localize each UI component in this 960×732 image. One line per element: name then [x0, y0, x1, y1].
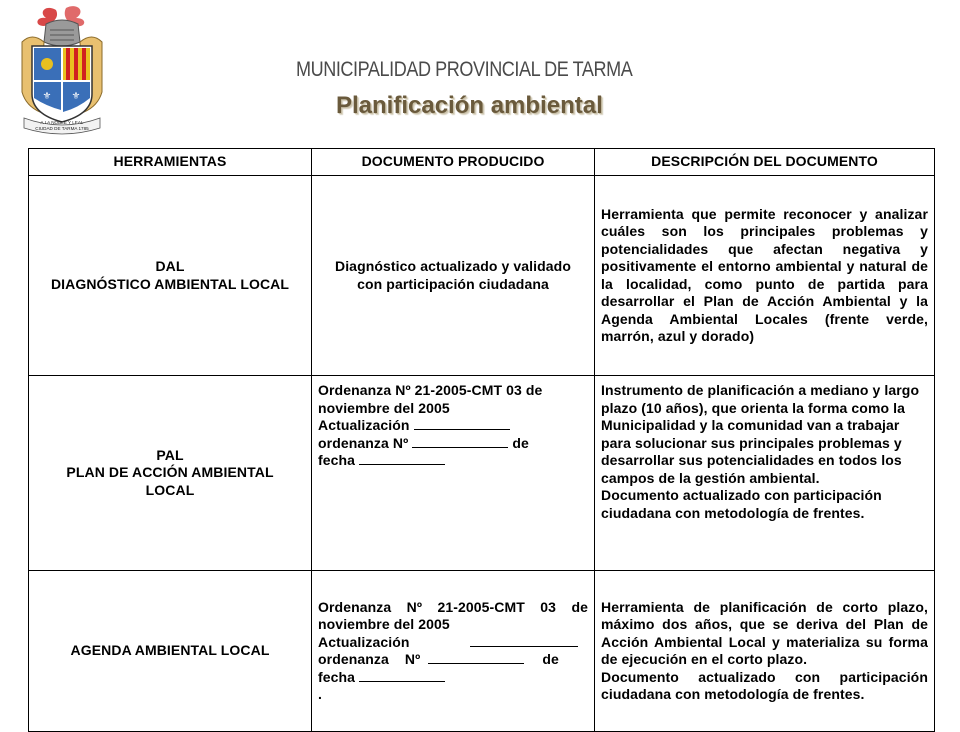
date-label: fecha: [318, 668, 356, 685]
tool-name: AGENDA AMBIENTAL LOCAL: [70, 642, 270, 659]
document-cell: [312, 571, 595, 732]
blank-field: [428, 651, 524, 664]
table-row: [29, 571, 935, 732]
table-row: [29, 376, 935, 571]
update-label: Actualización: [318, 633, 410, 650]
page-title: Planificación ambiental: [336, 92, 603, 119]
organization-name: MUNICIPALIDAD PROVINCIAL DE TARMA: [296, 58, 633, 81]
tool-abbreviation: PAL: [156, 446, 184, 463]
description-note: Documento actualizado con participación ciudadana con metodología de frentes.: [601, 487, 882, 521]
blank-field: [412, 435, 508, 448]
document-cell: [312, 376, 595, 571]
column-header-tools: HERRAMIENTAS: [29, 149, 312, 176]
date-label: fecha: [318, 452, 356, 468]
environmental-planning-table: [28, 148, 935, 732]
de-label: de: [542, 651, 559, 667]
tool-name: PLAN DE ACCIÓN AMBIENTAL LOCAL: [66, 464, 274, 498]
tool-cell: [29, 376, 312, 571]
municipal-crest-logo: [16, 2, 108, 138]
svg-text:A LA NOBLE Y LEAL: A LA NOBLE Y LEAL: [40, 120, 84, 125]
description-note: Documento actualizado con participación ciudadana con metodología de frentes.: [601, 668, 928, 702]
ordinance-label: ordenanza Nº: [318, 434, 409, 451]
ordinance-text: Ordenanza Nº 21-2005-CMT 03 de noviembre del 2005: [318, 382, 543, 416]
svg-text:⚜: ⚜: [42, 91, 52, 102]
svg-text:⚜: ⚜: [71, 91, 81, 102]
tool-abbreviation: DAL: [155, 258, 185, 274]
description-cell: Herramienta que permite reconocer y analizar cuáles son los principales problemas y potencialidades que afectan negativa y positivamente el entorno ambiental y natural de la localidad, como punto de partida para desarrollar el Plan de Acción Ambiental y la Agenda Ambiental Locales (frente verde, marrón, azul y dorado): [595, 176, 935, 376]
svg-text:CIUDAD DE TARMA 1785: CIUDAD DE TARMA 1785: [35, 126, 89, 131]
blank-field: [414, 417, 510, 430]
column-header-description: DESCRIPCIÓN DEL DOCUMENTO: [595, 149, 935, 176]
tool-cell: [29, 176, 312, 376]
update-label: Actualización: [318, 417, 410, 433]
description-cell: [595, 571, 935, 732]
column-header-document: DOCUMENTO PRODUCIDO: [312, 149, 595, 176]
document-cell: Diagnóstico actualizado y validado con participación ciudadana: [312, 176, 595, 376]
blank-field: [470, 634, 578, 647]
de-label: de: [512, 434, 529, 451]
description-text: Instrumento de planificación a mediano y largo plazo (10 años), que orienta la forma como la Municipalidad y la comunidad van a trabajar para solucionar sus principales problemas y desarrollar sus potencialidades en todos los campos de la gestión ambiental.: [601, 382, 920, 486]
description-cell: [595, 376, 935, 571]
trailing-dot: .: [318, 686, 322, 702]
tool-name: DIAGNÓSTICO AMBIENTAL LOCAL: [50, 275, 290, 292]
description-text: Herramienta de planificación de corto plazo, máximo dos años, que se deriva del Plan de Acción Ambiental Local y materializa su forma de ejecución en el corto plazo.: [601, 598, 928, 667]
ordinance-label: ordenanza Nº: [318, 651, 421, 667]
ordinance-text: Ordenanza Nº 21-2005-CMT 03 de noviembre del 2005: [318, 598, 588, 632]
blank-field: [359, 669, 445, 682]
table-row: [29, 176, 935, 376]
tool-cell: [29, 571, 312, 732]
blank-field: [359, 452, 445, 465]
table-header-row: [29, 149, 935, 176]
